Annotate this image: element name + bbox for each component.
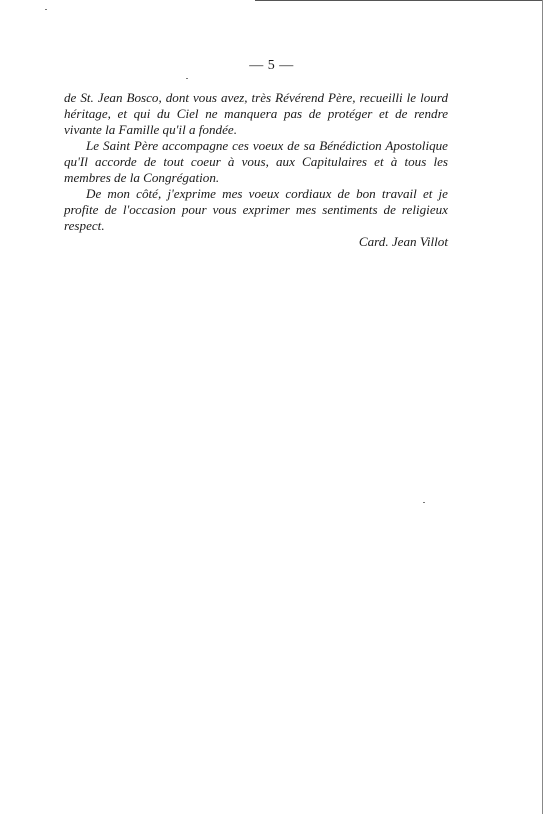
page-number: — 5 —	[249, 58, 294, 73]
letter-body	[64, 90, 448, 250]
top-border-line	[255, 0, 543, 1]
letter-paragraph-2: Le Saint Père accompagne ces voeux de sa Bénédiction Apostolique qu'Il accorde de tout coeur à vous, aux Capitulaires et à tous les membres de la Congrégation.	[64, 138, 448, 185]
scan-speck	[186, 78, 188, 79]
scan-speck	[45, 9, 47, 10]
letter-paragraph-1: de St. Jean Bosco, dont vous avez, très Révérend Père, recueilli le lourd héritage, et qui du Ciel ne manquera pas de protéger et de rendre vivante la Famille qu'il a fondée.	[64, 90, 448, 137]
scan-speck	[423, 502, 425, 503]
letter-paragraph-3: De mon côté, j'exprime mes voeux cordiaux de bon travail et je profite de l'occasion pour vous exprimer mes sentiments de religieux respect.	[64, 186, 448, 233]
signature: Card. Jean Villot	[358, 234, 448, 249]
